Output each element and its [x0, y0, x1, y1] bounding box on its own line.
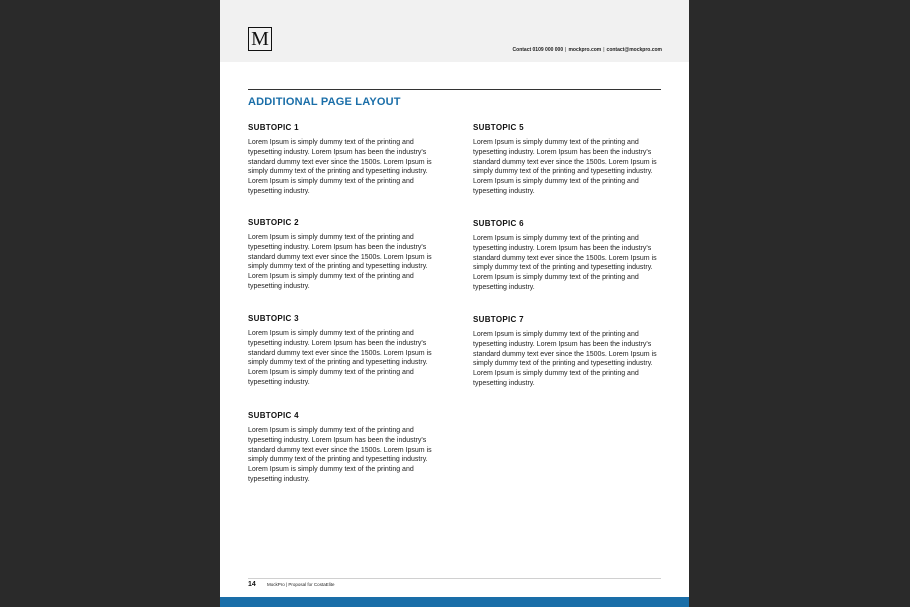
section-subtopic-1 — [248, 123, 448, 197]
section-heading: SUBTOPIC 6 — [473, 219, 524, 228]
section-subtopic-6 — [473, 219, 673, 293]
section-heading: SUBTOPIC 4 — [248, 411, 299, 420]
section-heading: SUBTOPIC 7 — [473, 315, 524, 324]
section-body: Lorem Ipsum is simply dummy text of the printing and typesetting industry. Lorem Ipsum has been the industry's standard dummy text ever since the 1500s. Lorem Ipsum is simply dummy text of the printing and typesetting industry. Lorem Ipsum is simply dummy text of the printing and typesetting industry. — [473, 331, 657, 387]
contact-phone: Contact 0109 000 000 — [512, 47, 564, 53]
section-heading: SUBTOPIC 2 — [248, 218, 299, 227]
contact-website: mockpro.com — [568, 47, 602, 53]
section-heading: SUBTOPIC 1 — [248, 123, 299, 132]
section-subtopic-3 — [248, 314, 448, 388]
section-subtopic-2 — [248, 218, 448, 292]
section-body: Lorem Ipsum is simply dummy text of the printing and typesetting industry. Lorem Ipsum has been the industry's standard dummy text ever since the 1500s. Lorem Ipsum is simply dummy text of the printing and typesetting industry. Lorem Ipsum is simply dummy text of the printing and typesetting industry. — [248, 427, 432, 483]
section-body: Lorem Ipsum is simply dummy text of the printing and typesetting industry. Lorem Ipsum has been the industry's standard dummy text ever since the 1500s. Lorem Ipsum is simply dummy text of the printing and typesetting industry. Lorem Ipsum is simply dummy text of the printing and typesetting industry. — [248, 330, 432, 386]
section-subtopic-7 — [473, 315, 673, 389]
footer-text: MockPro | Proposal for CostaElite — [267, 582, 335, 587]
page-title: ADDITIONAL PAGE LAYOUT — [248, 96, 401, 108]
logo-letter: M — [251, 28, 269, 50]
document-page — [220, 0, 689, 607]
section-body: Lorem Ipsum is simply dummy text of the printing and typesetting industry. Lorem Ipsum has been the industry's standard dummy text ever since the 1500s. Lorem Ipsum is simply dummy text of the printing and typesetting industry. Lorem Ipsum is simply dummy text of the printing and typesetting industry. — [248, 139, 432, 195]
section-subtopic-4 — [248, 411, 448, 485]
section-body: Lorem Ipsum is simply dummy text of the printing and typesetting industry. Lorem Ipsum has been the industry's standard dummy text ever since the 1500s. Lorem Ipsum is simply dummy text of the printing and typesetting industry. Lorem Ipsum is simply dummy text of the printing and typesetting industry. — [473, 235, 657, 291]
logo-icon — [248, 27, 272, 51]
page-number: 14 — [248, 581, 256, 588]
footer-band — [220, 597, 689, 607]
section-body: Lorem Ipsum is simply dummy text of the printing and typesetting industry. Lorem Ipsum has been the industry's standard dummy text ever since the 1500s. Lorem Ipsum is simply dummy text of the printing and typesetting industry. Lorem Ipsum is simply dummy text of the printing and typesetting industry. — [248, 234, 432, 290]
section-subtopic-5 — [473, 123, 673, 197]
contact-email: contact@mockpro.com — [606, 47, 662, 53]
section-heading: SUBTOPIC 5 — [473, 123, 524, 132]
title-rule — [248, 89, 661, 90]
contact-info: Contact 0109 000 000 | mockpro.com | contact@mockpro.com — [512, 47, 662, 53]
section-heading: SUBTOPIC 3 — [248, 314, 299, 323]
section-body: Lorem Ipsum is simply dummy text of the printing and typesetting industry. Lorem Ipsum has been the industry's standard dummy text ever since the 1500s. Lorem Ipsum is simply dummy text of the printing and typesetting industry. Lorem Ipsum is simply dummy text of the printing and typesetting industry. — [473, 139, 657, 195]
footer-rule — [248, 578, 661, 579]
